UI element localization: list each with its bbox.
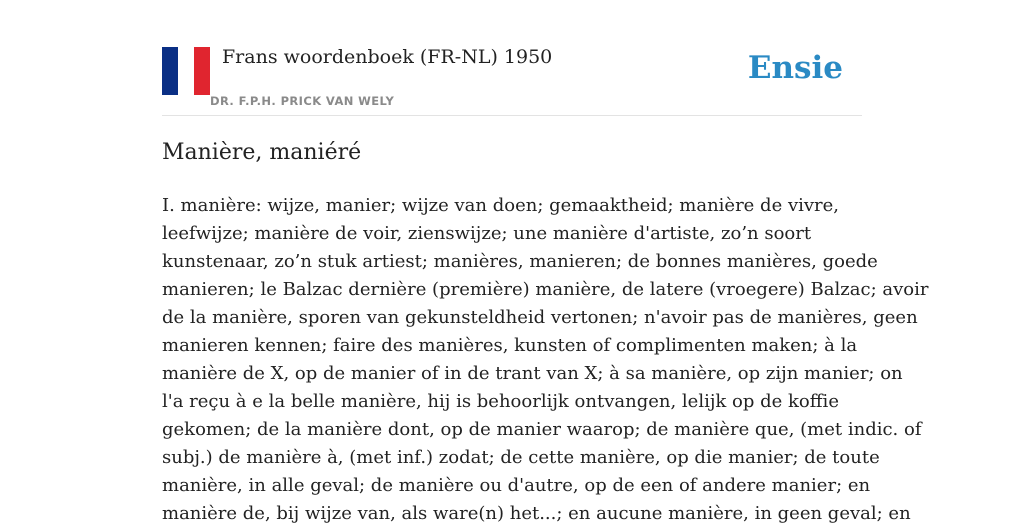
entry-body-line: manière, in alle geval; de manière ou d'autre, op de een of andere manier; en	[162, 475, 871, 496]
dictionary-title[interactable]: Frans woordenboek (FR-NL) 1950	[222, 46, 553, 68]
entry-body	[162, 192, 929, 528]
dictionary-author: DR. F.P.H. PRICK VAN WELY	[210, 94, 395, 108]
entry-body-line: manieren kennen; faire des manières, kunsten of complimenten maken; à la	[162, 335, 858, 356]
flag-blue-band	[162, 47, 178, 95]
entry-body-line: manieren; le Balzac dernière (première) manière, de latere (vroegere) Balzac; avoir	[162, 279, 929, 300]
flag-france-icon	[162, 47, 210, 95]
flag-red-band	[194, 47, 210, 95]
header-divider	[162, 115, 862, 116]
entry-body-line: subj.) de manière à, (met inf.) zodat; de cette manière, op die manier; de toute	[162, 447, 880, 468]
entry-body-line: kunstenaar, zo’n stuk artiest; manières, manieren; de bonnes manières, goede	[162, 251, 878, 272]
entry-body-line: manière de X, op de manier of in de trant van X; à sa manière, op zijn manier; on	[162, 363, 903, 384]
entry-title: Manière, maniéré	[162, 140, 362, 165]
entry-body-line: leefwijze; manière de voir, zienswijze; une manière d'artiste, zo’n soort	[162, 223, 812, 244]
entry-body-line: gekomen; de la manière dont, op de manier waarop; de manière que, (met indic. of	[162, 419, 922, 440]
flag-white-band	[178, 47, 194, 95]
brand-logo-link[interactable]: Ensie	[747, 50, 843, 86]
entry-body-line: I. manière: wijze, manier; wijze van doen; gemaaktheid; manière de vivre,	[162, 195, 840, 216]
entry-body-line: l'a reçu à e la belle manière, hij is behoorlijk ontvangen, lelijk op de koffie	[162, 391, 839, 412]
entry-body-line: manière de, bij wijze van, als ware(n) het...; en aucune manière, in geen geval; en	[162, 503, 911, 524]
entry-body-line: de la manière, sporen van gekunsteldheid vertonen; n'avoir pas de manières, geen	[162, 307, 918, 328]
